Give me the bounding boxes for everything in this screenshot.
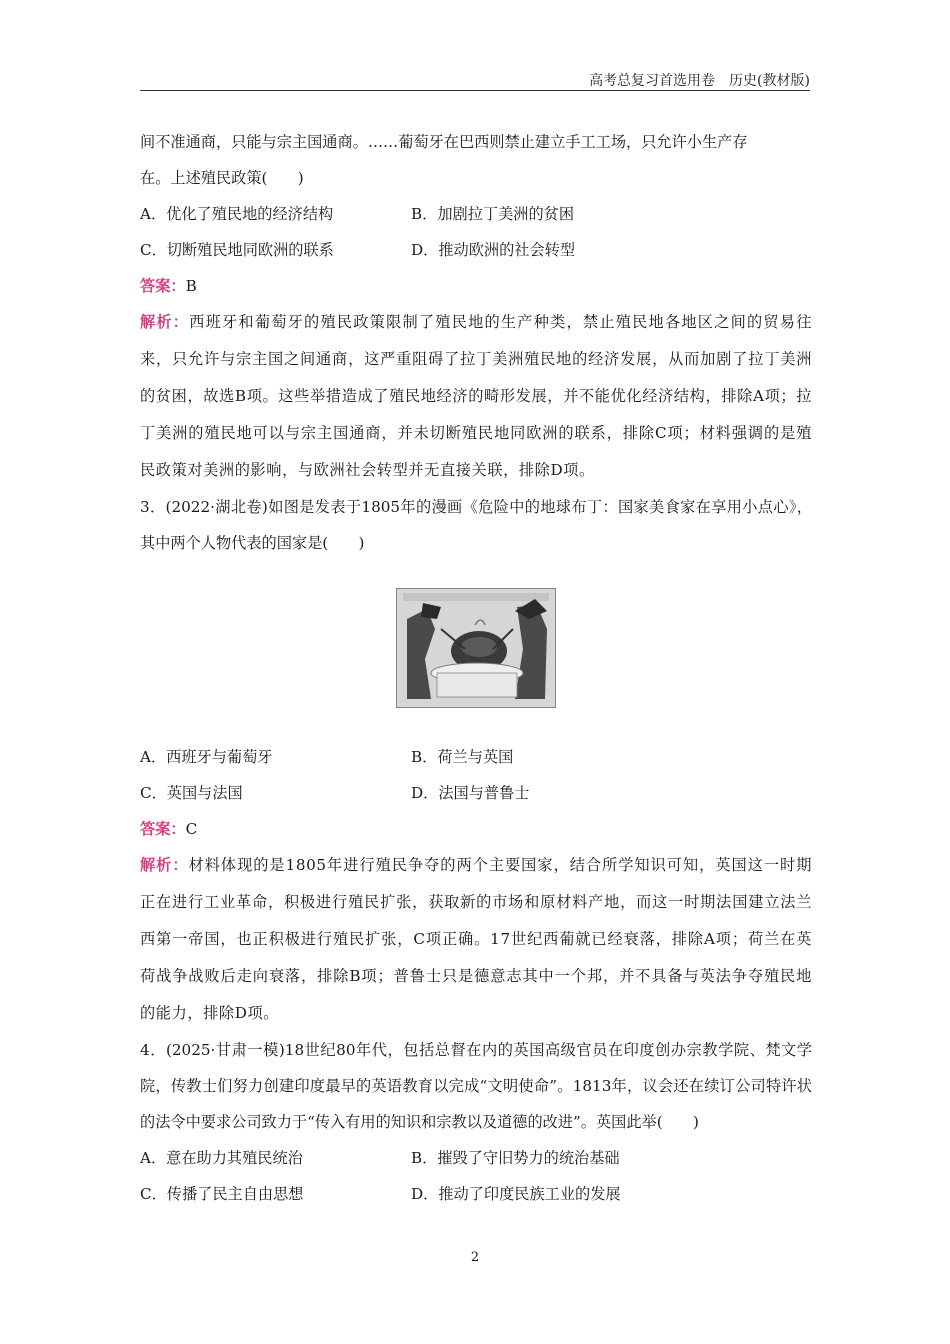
q4-stem: 4．(2025·甘肃一模)18世纪80年代，包括总督在内的英国高级官员在印度创办宗教学院、梵文学院，传教士们努力创建印度最早的英语教育以完成“文明使命”。1813年，议会还在续订公司特许状的法令中要求公司致力于“传入有用的知识和宗教以及道德的改进”。英国此举( )	[140, 1041, 812, 1131]
page-number: 2	[470, 1250, 480, 1265]
q3-explanation-text: 材料体现的是1805年进行殖民争夺的两个主要国家，结合所学知识可知，英国这一时期正在进行工业革命，积极进行殖民扩张，获取新的市场和原材料产地，而这一时期法国建立法兰西第一帝国，也正积极进行殖民扩张，C项正确。17世纪西葡就已经衰落，排除A项；荷兰在英荷战争战败后走向衰落，排除B项；普鲁士只是德意志其中一个邦，并不具备与英法争夺殖民地的能力，排除D项。	[140, 856, 812, 1022]
q2-option-a: A．优化了殖民地的经济结构	[140, 205, 334, 223]
q2-answer-label: 答案：	[140, 277, 186, 295]
page-content	[140, 124, 812, 1212]
q2-options-row1	[140, 196, 812, 232]
q2-explanation-text: 西班牙和葡萄牙的殖民政策限制了殖民地的生产种类，禁止殖民地各地区之间的贸易往来，只允许与宗主国之间通商，这严重阻碍了拉丁美洲殖民地的经济发展，从而加剧了拉丁美洲的贫困，故选B项。这些举措造成了殖民地经济的畸形发展，并不能优化经济结构，排除A项；拉丁美洲的殖民地可以与宗主国通商，并未切断殖民地同欧洲的联系，排除C项；材料强调的是殖民政策对美洲的影响，与欧洲社会转型并无直接关联，排除D项。	[140, 313, 812, 479]
q2-answer	[140, 268, 812, 304]
q2-answer-value: B	[185, 277, 197, 295]
q2-options-row2	[140, 232, 812, 268]
q3-explanation-label: 解析：	[140, 856, 189, 874]
q2-stem-line1: 间不准通商，只能与宗主国通商。……葡萄牙在巴西则禁止建立手工工场，只允许小生产存	[140, 133, 748, 151]
header-rule	[140, 90, 810, 91]
q4-option-a: A．意在助力其殖民统治	[140, 1149, 303, 1167]
plumb-pudding-cartoon-icon	[397, 589, 555, 707]
q2-option-c: C．切断殖民地同欧洲的联系	[140, 241, 334, 259]
q3-option-b: B．荷兰与英国	[411, 748, 514, 766]
q3-stem: 3．(2022·湖北卷)如图是发表于1805年的漫画《危险中的地球布丁：国家美食家在享用小点心》，其中两个人物代表的国家是( )	[140, 498, 812, 552]
q4-options-row2	[140, 1176, 812, 1212]
q2-explanation-label: 解析：	[140, 313, 190, 331]
q3-options-row1	[140, 739, 812, 775]
cartoon-image	[396, 588, 556, 708]
q3-explanation	[140, 847, 812, 1032]
q2-stem-line2: 在。上述殖民政策( )	[140, 169, 304, 187]
header-title: 高考总复习首选用卷 历史(教材版)	[589, 73, 810, 89]
q2-option-d: D．推动欧洲的社会转型	[411, 241, 576, 259]
q3-answer-value: C	[185, 820, 198, 838]
q3-options-row2	[140, 775, 812, 811]
q4-options-row1	[140, 1140, 812, 1176]
q3-option-d: D．法国与普鲁士	[411, 784, 530, 802]
q3-option-c: C．英国与法国	[140, 784, 243, 802]
q2-explanation	[140, 304, 812, 489]
q3-figure	[140, 563, 812, 733]
q2-option-b: B．加剧拉丁美洲的贫困	[411, 205, 575, 223]
q3-option-a: A．西班牙与葡萄牙	[140, 748, 273, 766]
q4-option-b: B．摧毁了守旧势力的统治基础	[411, 1149, 620, 1167]
q4-option-c: C．传播了民主自由思想	[140, 1185, 304, 1203]
q3-answer	[140, 811, 812, 847]
q4-option-d: D．推动了印度民族工业的发展	[411, 1185, 621, 1203]
q3-answer-label: 答案：	[140, 820, 186, 838]
